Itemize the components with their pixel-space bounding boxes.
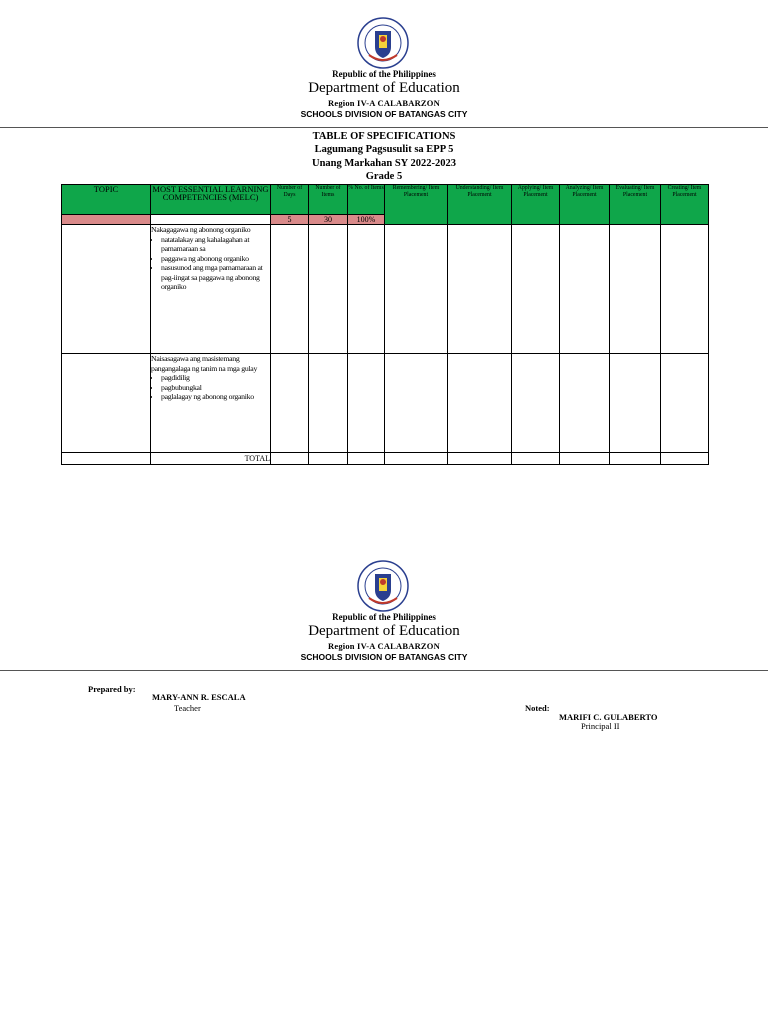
applying-cell [512,225,560,354]
header-creating: Creating/ Item Placement [661,185,709,225]
total-percent-cell [348,453,385,465]
header-percent: % No. of Items [348,185,385,215]
list-item: • nasusunod ang mga pamamaraan at pag-iingat sa paggawa ng abonong organiko [161,263,270,292]
summary-items: 30 [309,215,348,225]
analyzing-cell [560,225,610,354]
total-analyzing-cell [560,453,610,465]
deped-seal-icon [357,560,409,612]
evaluating-cell [610,354,661,453]
total-evaluating-cell [610,453,661,465]
summary-topic-cell [62,215,151,225]
total-creating-cell [661,453,709,465]
division-text: SCHOOLS DIVISION OF BATANGAS CITY [300,109,468,119]
document-subtitle: Lagumang Pagsusulit sa EPP 5 [314,144,454,155]
list-item: • natatalakay ang kahalagahan at pamamaraan sa [161,235,270,254]
melc-intro: Nakagagawa ng abonong organiko [151,225,251,234]
total-understanding-cell [448,453,512,465]
remembering-cell [385,225,448,354]
summary-melc-cell [151,215,271,225]
total-remembering-cell [385,453,448,465]
analyzing-cell [560,354,610,453]
region-text: Region IV-A CALABARZON [328,98,440,108]
header-days: Number of Days [271,185,309,215]
total-items-cell [309,453,348,465]
header-remembering: Remembering/ Item Placement [385,185,448,225]
applying-cell [512,354,560,453]
topic-cell [62,225,151,354]
days-cell [271,225,309,354]
melc-list [151,373,270,402]
summary-percent: 100% [348,215,385,225]
republic-text: Republic of the Philippines [332,69,436,79]
document-grade: Grade 5 [365,171,403,182]
prepared-by-role: Teacher [174,703,201,713]
prepared-by-name: MARY-ANN R. ESCALA [152,692,246,702]
items-cell [309,225,348,354]
deped-seal-icon [357,17,409,69]
understanding-cell [448,225,512,354]
table-row [62,354,709,453]
summary-days: 5 [271,215,309,225]
header-divider [0,670,768,671]
understanding-cell [448,354,512,453]
creating-cell [661,354,709,453]
department-title: Department of Education [308,623,460,639]
specifications-table [61,184,709,465]
header-items: Number of Items [309,185,348,215]
melc-list [151,235,270,292]
noted-label: Noted: [525,703,550,713]
header-topic: TOPIC [62,185,151,215]
header-analyzing: Analyzing/ Item Placement [560,185,610,225]
list-item: • pagbubungkal [161,383,270,393]
percent-cell [348,354,385,453]
region-text: Region IV-A CALABARZON [328,641,440,651]
topic-cell [62,354,151,453]
percent-cell [348,225,385,354]
department-title: Department of Education [308,80,460,96]
table-row [62,225,709,354]
creating-cell [661,225,709,354]
document-period: Unang Markahan SY 2022-2023 [311,158,456,169]
list-item: • paggawa ng abonong organiko [161,254,270,264]
melc-cell [151,225,271,354]
division-text: SCHOOLS DIVISION OF BATANGAS CITY [300,652,468,662]
list-item: • paglalagay ng abonong organiko [161,392,270,402]
items-cell [309,354,348,453]
table-header-row [62,185,709,215]
remembering-cell [385,354,448,453]
evaluating-cell [610,225,661,354]
total-row [62,453,709,465]
total-applying-cell [512,453,560,465]
republic-text: Republic of the Philippines [332,612,436,622]
total-days-cell [271,453,309,465]
header-melc: MOST ESSENTIAL LEARNING COMPETENCIES (MELC) [151,185,271,215]
total-label: TOTAL [151,453,271,465]
melc-cell [151,354,271,453]
header-understanding: Understanding/ Item Placement [448,185,512,225]
header-evaluating: Evaluating/ Item Placement [610,185,661,225]
noted-role: Principal II [581,721,620,731]
melc-intro: Naisasagawa ang masistemang pangangalaga ng tanim na mga gulay [151,354,258,373]
prepared-by-label: Prepared by: [88,684,136,694]
header-divider [0,127,768,128]
days-cell [271,354,309,453]
header-applying: Applying/ Item Placement [512,185,560,225]
document-title: TABLE OF SPECIFICATIONS [312,131,456,142]
noted-name: MARIFI C. GULABERTO [559,712,658,722]
list-item: • pagdidilig [161,373,270,383]
total-topic-cell [62,453,151,465]
